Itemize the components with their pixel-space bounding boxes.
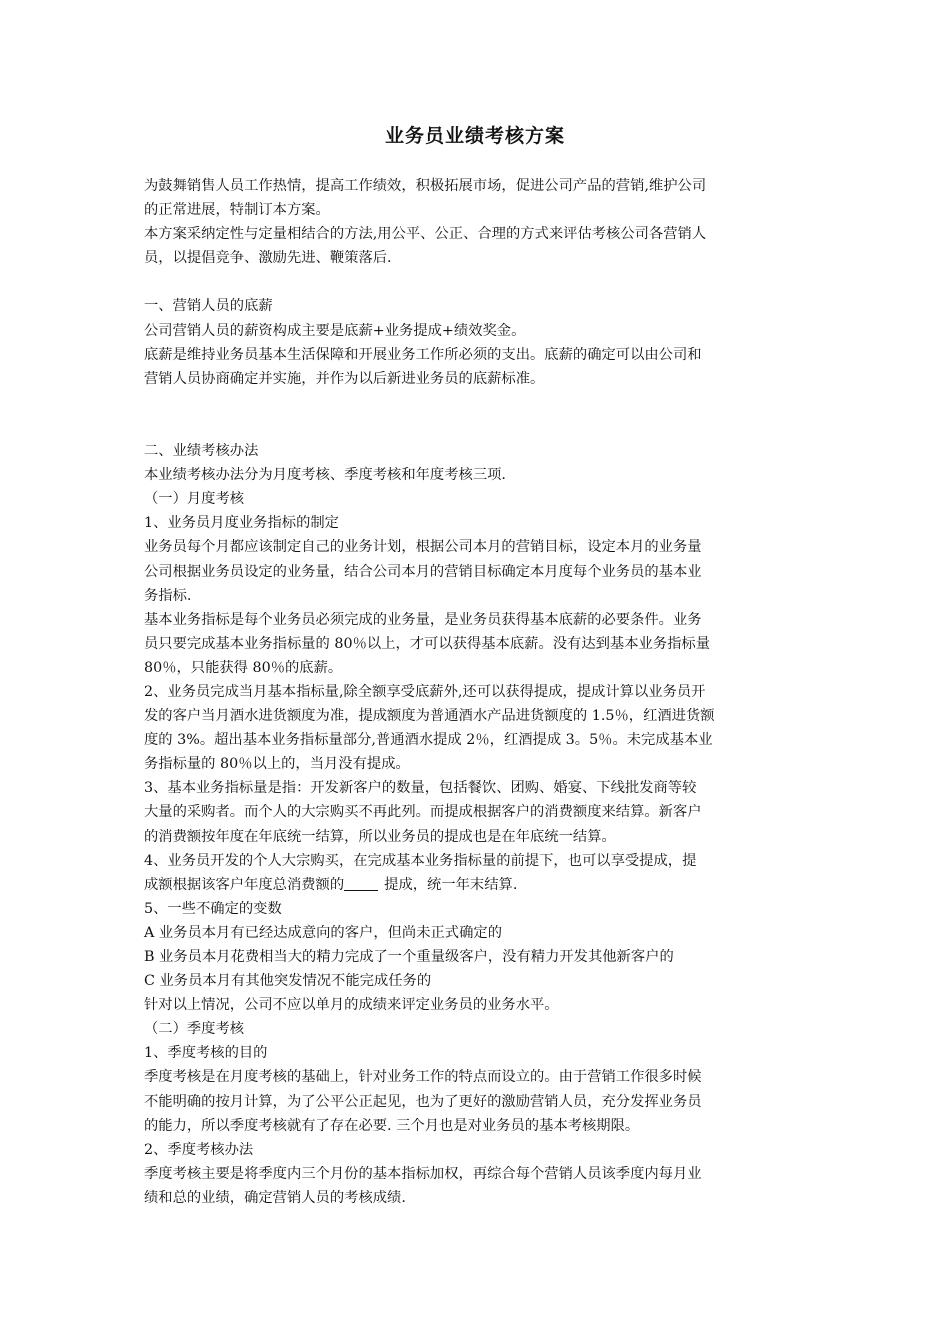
text-line — [144, 704, 810, 728]
text-line — [144, 800, 810, 824]
text-line-content: 本业绩考核办法分为月度考核、季度考核和年度考核三项. — [144, 467, 506, 484]
text-line-content: 3、基本业务指标量是指：开发新客户的数量，包括餐饮、团购、婚宴、下线批发商等较 — [144, 780, 697, 797]
text-line — [144, 319, 810, 343]
text-line-content: 1、季度考核的目的 — [144, 1045, 268, 1062]
text-line — [144, 656, 810, 680]
text-line — [144, 825, 810, 849]
text-line — [144, 439, 810, 463]
text-line — [144, 680, 810, 704]
text-line-content: C 业务员本月有其他突发情况不能完成任务的 — [144, 973, 432, 990]
document-title: 业务员业绩考核方案 — [384, 125, 565, 147]
text-line — [144, 921, 810, 945]
text-line — [144, 1065, 810, 1089]
text-line-content: 度的 3%。超出基本业务指标量部分,普通酒水提成 2％，红酒提成 3。5％。未完成基本业 — [144, 732, 713, 749]
text-line — [144, 945, 810, 969]
text-line — [144, 1162, 810, 1186]
text-line-content: 员，以提倡竞争、激励先进、鞭策落后. — [144, 250, 392, 267]
text-line — [144, 367, 810, 391]
text-line — [144, 849, 810, 873]
document-body — [144, 174, 810, 1210]
text-line-content: 的消费额按年度在年底统一结算，所以业务员的提成也是在年底统一结算。 — [144, 828, 616, 845]
text-line — [144, 294, 810, 318]
text-line-content: 的正常进展，特制订本方案。 — [144, 202, 330, 219]
blank-line — [144, 415, 810, 439]
text-line-content: 1、业务员月度业务指标的制定 — [144, 515, 339, 532]
text-line-content: 季度考核是在月度考核的基础上，针对业务工作的特点而设立的。由于营销工作很多时候 — [144, 1069, 702, 1086]
text-line — [144, 198, 810, 222]
text-line — [144, 752, 810, 776]
text-line-content: 80％，只能获得 80％的底薪。 — [144, 659, 343, 676]
text-line-content: 公司营销人员的薪资构成主要是底薪+业务提成+绩效奖金。 — [144, 322, 526, 339]
text-line — [144, 343, 810, 367]
text-line — [144, 246, 810, 270]
blank-line — [144, 391, 810, 415]
text-line — [144, 1186, 810, 1210]
text-line — [144, 1017, 810, 1041]
text-line-content: 大量的采购者。而个人的大宗购买不再此列。而提成根据客户的消费额度来结算。新客户 — [144, 804, 702, 821]
text-line — [144, 632, 810, 656]
text-line — [144, 993, 810, 1017]
text-line-content: 营销人员协商确定并实施，并作为以后新进业务员的底薪标准。 — [144, 370, 545, 387]
text-line — [144, 897, 810, 921]
text-line-content: 业务员每个月都应该制定自己的业务计划，根据公司本月的营销目标，设定本月的业务量 — [144, 539, 702, 556]
text-line-content: 务指标量的 80％以上的，当月没有提成。 — [144, 756, 410, 773]
text-line-content: 季度考核主要是将季度内三个月份的基本指标加权，再综合每个营销人员该季度内每月业 — [144, 1165, 702, 1182]
text-line-content: 成额根据该客户年度总消费额的 — [144, 876, 345, 893]
text-line-content: 绩和总的业绩，确定营销人员的考核成绩. — [144, 1189, 406, 1206]
text-line — [144, 511, 810, 535]
fill-in-blank — [344, 876, 378, 891]
text-line-content: 一、营销人员的底薪 — [144, 298, 273, 315]
text-line-content: 底薪是维持业务员基本生活保障和开展业务工作所必须的支出。底薪的确定可以由公司和 — [144, 346, 702, 363]
text-line-content: 务指标. — [144, 587, 192, 604]
text-line — [144, 873, 810, 897]
text-line — [144, 584, 810, 608]
text-line — [144, 969, 810, 993]
text-line — [144, 776, 810, 800]
text-line — [144, 535, 810, 559]
text-line — [144, 728, 810, 752]
text-line-content: 针对以上情况，公司不应以单月的成绩来评定业务员的业务水平。 — [144, 997, 559, 1014]
text-line-content: 发的客户当月酒水进货额度为准，提成额度为普通酒水产品进货额度的 1.5％，红酒进货额 — [144, 708, 715, 725]
text-line-content: 本方案采纳定性与定量相结合的方法,用公平、公正、合理的方式来评估考核公司各营销人 — [144, 226, 707, 243]
text-line-content: 2、季度考核办法 — [144, 1141, 254, 1158]
text-line — [144, 222, 810, 246]
blank-line — [144, 270, 810, 294]
text-line — [144, 1138, 810, 1162]
text-line-content: 5、一些不确定的变数 — [144, 900, 282, 917]
text-line — [144, 463, 810, 487]
text-line — [144, 1114, 810, 1138]
text-line-content: 2、业务员完成当月基本指标量,除全额享受底薪外,还可以获得提成，提成计算以业务员开 — [144, 683, 706, 700]
text-line — [144, 174, 810, 198]
text-line — [144, 1090, 810, 1114]
text-line-content: 公司根据业务员设定的业务量，结合公司本月的营销目标确定本月度每个业务员的基本业 — [144, 563, 702, 580]
text-line-content: 不能明确的按月计算，为了公平公正起见，也为了更好的激励营销人员，充分发挥业务员 — [144, 1093, 702, 1110]
text-line-content: （一）月度考核 — [144, 491, 245, 508]
text-line-content: 为鼓舞销售人员工作热情，提高工作绩效，积极拓展市场，促进公司产品的营销,维护公司 — [144, 178, 707, 194]
text-line-content: 二、业绩考核办法 — [144, 443, 259, 460]
text-line-content: A 业务员本月有已经达成意向的客户，但尚未正式确定的 — [144, 924, 502, 941]
text-line — [144, 487, 810, 511]
text-line — [144, 1041, 810, 1065]
text-line — [144, 560, 810, 584]
text-line-content: B 业务员本月花费相当大的精力完成了一个重量级客户，没有精力开发其他新客户的 — [144, 949, 674, 965]
text-line-content: 的能力，所以季度考核就有了存在必要. 三个月也是对业务员的基本考核期限。 — [144, 1117, 640, 1134]
text-line-suffix: 提成，统一年末结算. — [384, 876, 518, 893]
text-line-content: 基本业务指标是每个业务员必须完成的业务量，是业务员获得基本底薪的必要条件。业务 — [144, 611, 702, 628]
text-line-content: （二）季度考核 — [144, 1021, 245, 1038]
text-line-content: 4、业务员开发的个人大宗购买，在完成基本业务指标量的前提下，也可以享受提成，提 — [144, 852, 697, 869]
text-line — [144, 608, 810, 632]
text-line-content: 员只要完成基本业务指标量的 80％以上，才可以获得基本底薪。没有达到基本业务指标量 — [144, 635, 711, 652]
